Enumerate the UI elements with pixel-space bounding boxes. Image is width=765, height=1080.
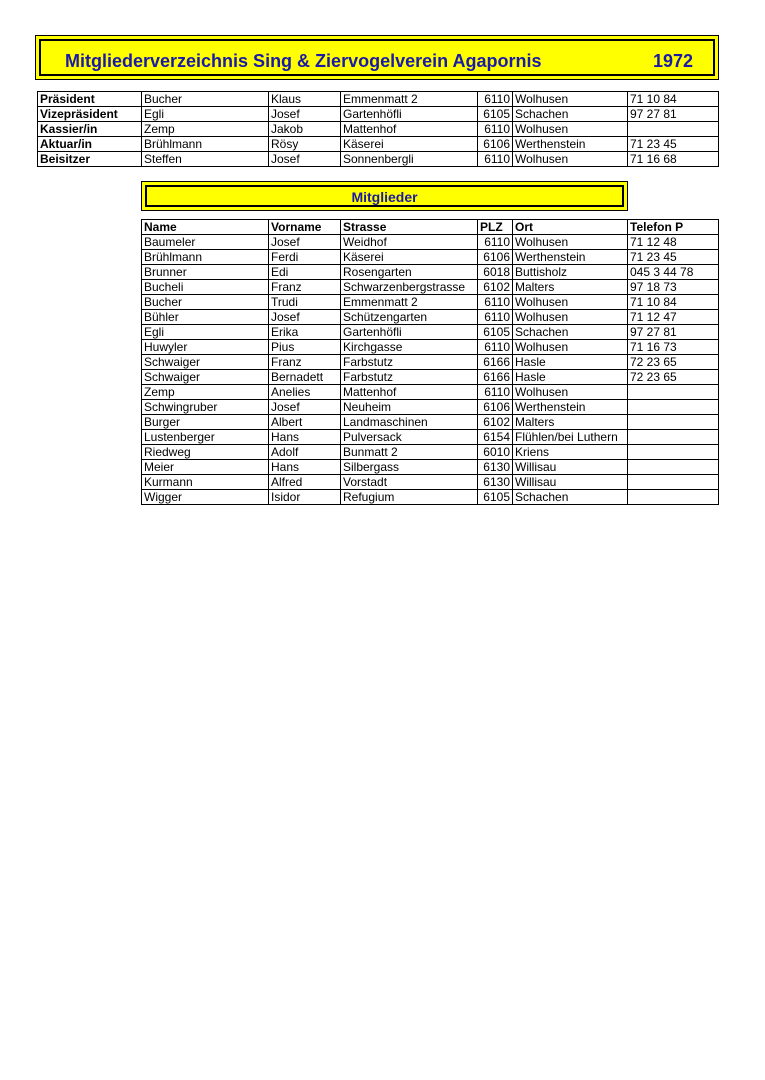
member-name: Zemp [142,385,269,400]
board-strasse: Käserei [341,137,478,152]
member-strasse: Gartenhöfli [341,325,478,340]
table-row [142,445,719,460]
title-frame [39,39,715,76]
board-row [38,92,719,107]
table-row [142,295,719,310]
board-plz: 6110 [478,152,513,167]
board-telefon: 71 16 68 [628,152,719,167]
board-strasse: Sonnenbergli [341,152,478,167]
member-ort: Hasle [513,355,628,370]
member-ort: Wolhusen [513,340,628,355]
member-plz: 6102 [478,415,513,430]
member-name: Burger [142,415,269,430]
board-name: Brühlmann [142,137,269,152]
member-vorname: Erika [269,325,341,340]
board-plz: 6106 [478,137,513,152]
document-year: 1972 [652,51,693,71]
table-row [142,490,719,505]
board-role: Beisitzer [38,152,142,167]
table-row [142,250,719,265]
members-table [141,219,719,505]
members-section-header [141,181,628,211]
member-strasse: Refugium [341,490,478,505]
member-name: Huwyler [142,340,269,355]
board-strasse: Mattenhof [341,122,478,137]
member-ort: Werthenstein [513,250,628,265]
member-name: Bucheli [142,280,269,295]
member-ort: Wolhusen [513,385,628,400]
member-plz: 6010 [478,445,513,460]
member-telefon: 72 23 65 [628,355,719,370]
member-telefon [628,460,719,475]
member-ort: Malters [513,415,628,430]
member-telefon: 72 23 65 [628,370,719,385]
member-vorname: Trudi [269,295,341,310]
table-row [142,310,719,325]
table-row [142,355,719,370]
member-strasse: Emmenmatt 2 [341,295,478,310]
member-vorname: Edi [269,265,341,280]
member-vorname: Ferdi [269,250,341,265]
board-telefon [628,122,719,137]
header-ort: Ort [513,220,628,235]
member-strasse: Vorstadt [341,475,478,490]
member-vorname: Albert [269,415,341,430]
member-vorname: Bernadett [269,370,341,385]
member-vorname: Franz [269,355,341,370]
member-ort: Kriens [513,445,628,460]
member-name: Meier [142,460,269,475]
member-plz: 6105 [478,325,513,340]
table-row [142,460,719,475]
board-row [38,152,719,167]
header-plz: PLZ [478,220,513,235]
member-ort: Willisau [513,460,628,475]
member-strasse: Silbergass [341,460,478,475]
board-telefon: 71 23 45 [628,137,719,152]
member-name: Egli [142,325,269,340]
table-row [142,235,719,250]
table-row [142,280,719,295]
member-strasse: Käserei [341,250,478,265]
board-strasse: Emmenmatt 2 [341,92,478,107]
members-section-frame [145,185,624,207]
document-title: Mitgliederverzeichnis Sing & Ziervogelverein Agapornis [65,51,542,71]
board-telefon: 71 10 84 [628,92,719,107]
member-plz: 6110 [478,310,513,325]
member-plz: 6130 [478,475,513,490]
member-strasse: Kirchgasse [341,340,478,355]
member-strasse: Rosengarten [341,265,478,280]
member-ort: Willisau [513,475,628,490]
header-strasse: Strasse [341,220,478,235]
member-telefon [628,415,719,430]
member-name: Brunner [142,265,269,280]
member-plz: 6166 [478,370,513,385]
member-strasse: Farbstutz [341,370,478,385]
member-telefon [628,385,719,400]
member-plz: 6110 [478,295,513,310]
table-row [142,415,719,430]
member-vorname: Pius [269,340,341,355]
board-name: Zemp [142,122,269,137]
member-ort: Schachen [513,325,628,340]
board-ort: Schachen [513,107,628,122]
member-telefon: 71 16 73 [628,340,719,355]
table-row [142,265,719,280]
member-plz: 6106 [478,250,513,265]
member-strasse: Bunmatt 2 [341,445,478,460]
member-plz: 6154 [478,430,513,445]
member-telefon [628,445,719,460]
table-row [142,400,719,415]
member-vorname: Franz [269,280,341,295]
member-ort: Buttisholz [513,265,628,280]
header-name: Name [142,220,269,235]
board-vorname: Josef [269,107,341,122]
member-vorname: Josef [269,310,341,325]
members-header-row [142,220,719,235]
header-telefon: Telefon P [628,220,719,235]
board-vorname: Klaus [269,92,341,107]
member-name: Bühler [142,310,269,325]
member-name: Brühlmann [142,250,269,265]
board-name: Steffen [142,152,269,167]
member-strasse: Schützengarten [341,310,478,325]
table-row [142,430,719,445]
member-name: Kurmann [142,475,269,490]
document-title-box [35,35,719,80]
member-vorname: Josef [269,400,341,415]
member-name: Lustenberger [142,430,269,445]
board-table [37,91,719,167]
member-vorname: Anelies [269,385,341,400]
member-name: Riedweg [142,445,269,460]
member-telefon: 045 3 44 78 [628,265,719,280]
member-plz: 6105 [478,490,513,505]
member-telefon [628,430,719,445]
member-strasse: Neuheim [341,400,478,415]
board-role: Präsident [38,92,142,107]
member-ort: Wolhusen [513,295,628,310]
board-vorname: Jakob [269,122,341,137]
board-name: Bucher [142,92,269,107]
board-vorname: Josef [269,152,341,167]
member-plz: 6110 [478,385,513,400]
board-row [38,107,719,122]
member-telefon [628,400,719,415]
member-strasse: Schwarzenbergstrasse [341,280,478,295]
member-telefon: 71 10 84 [628,295,719,310]
board-role: Aktuar/in [38,137,142,152]
members-section-title: Mitglieder [351,189,418,205]
member-plz: 6102 [478,280,513,295]
member-vorname: Hans [269,460,341,475]
member-strasse: Weidhof [341,235,478,250]
table-row [142,475,719,490]
header-vorname: Vorname [269,220,341,235]
member-vorname: Alfred [269,475,341,490]
member-strasse: Mattenhof [341,385,478,400]
table-row [142,370,719,385]
member-strasse: Landmaschinen [341,415,478,430]
member-name: Bucher [142,295,269,310]
board-name: Egli [142,107,269,122]
board-ort: Wolhusen [513,152,628,167]
board-plz: 6105 [478,107,513,122]
member-telefon: 71 12 47 [628,310,719,325]
member-vorname: Hans [269,430,341,445]
table-row [142,340,719,355]
board-ort: Wolhusen [513,92,628,107]
member-ort: Hasle [513,370,628,385]
member-name: Schwaiger [142,370,269,385]
board-ort: Wolhusen [513,122,628,137]
member-ort: Malters [513,280,628,295]
member-plz: 6110 [478,235,513,250]
member-plz: 6106 [478,400,513,415]
board-plz: 6110 [478,122,513,137]
member-ort: Schachen [513,490,628,505]
member-telefon: 97 18 73 [628,280,719,295]
member-vorname: Adolf [269,445,341,460]
member-vorname: Isidor [269,490,341,505]
board-row [38,122,719,137]
member-ort: Wolhusen [513,310,628,325]
member-strasse: Pulversack [341,430,478,445]
member-telefon [628,490,719,505]
board-role: Kassier/in [38,122,142,137]
board-plz: 6110 [478,92,513,107]
table-row [142,325,719,340]
member-vorname: Josef [269,235,341,250]
member-telefon: 71 23 45 [628,250,719,265]
member-telefon [628,475,719,490]
member-telefon: 97 27 81 [628,325,719,340]
member-plz: 6018 [478,265,513,280]
board-ort: Werthenstein [513,137,628,152]
board-telefon: 97 27 81 [628,107,719,122]
board-role: Vizepräsident [38,107,142,122]
member-name: Schwingruber [142,400,269,415]
member-strasse: Farbstutz [341,355,478,370]
member-ort: Wolhusen [513,235,628,250]
member-plz: 6166 [478,355,513,370]
member-ort: Flühlen/bei Luthern [513,430,628,445]
member-name: Baumeler [142,235,269,250]
member-ort: Werthenstein [513,400,628,415]
member-name: Wigger [142,490,269,505]
table-row [142,385,719,400]
member-plz: 6130 [478,460,513,475]
member-name: Schwaiger [142,355,269,370]
board-strasse: Gartenhöfli [341,107,478,122]
board-row [38,137,719,152]
board-vorname: Rösy [269,137,341,152]
member-plz: 6110 [478,340,513,355]
member-telefon: 71 12 48 [628,235,719,250]
